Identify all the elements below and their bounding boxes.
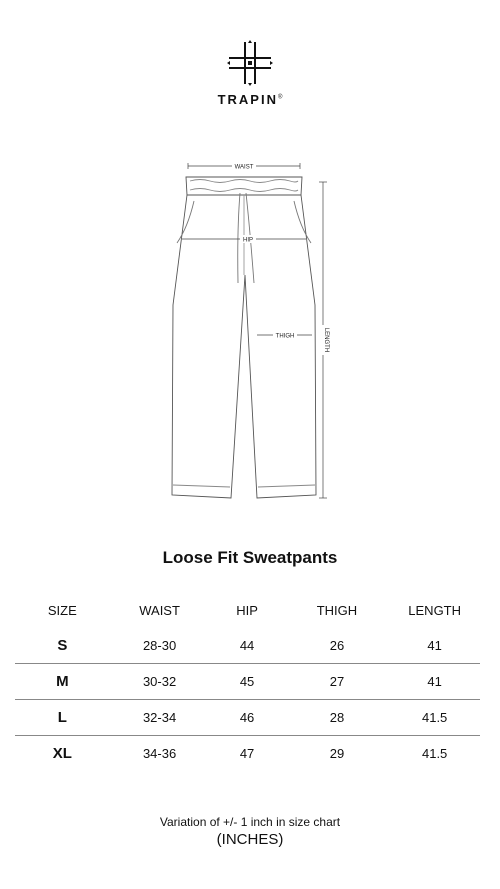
cell-size: XL xyxy=(52,745,72,762)
cell-length: 41 xyxy=(389,628,480,664)
header-length: LENGTH xyxy=(408,602,462,618)
cell-thigh: 28 xyxy=(285,700,390,736)
header-hip: HIP xyxy=(236,602,258,618)
table-header-row xyxy=(15,592,480,628)
pants-measurement-diagram xyxy=(160,155,340,515)
header-size: SIZE xyxy=(47,602,77,618)
cell-thigh: 26 xyxy=(285,628,390,664)
table-row xyxy=(15,736,480,772)
cell-waist: 32-34 xyxy=(110,700,210,736)
brand-name: TRAPIN® xyxy=(217,92,283,107)
cell-hip: 47 xyxy=(239,746,255,761)
cell-size: M xyxy=(15,664,110,700)
waist-label: WAIST xyxy=(234,164,254,171)
unit-label: (INCHES) xyxy=(216,831,284,848)
cell-hip: 44 xyxy=(210,628,285,664)
cell-waist: 34-36 xyxy=(142,746,177,761)
cell-length: 41.5 xyxy=(389,700,480,736)
table-row xyxy=(15,664,480,700)
length-label: LENGTH xyxy=(323,327,329,353)
cell-thigh: 27 xyxy=(285,664,390,700)
cell-hip: 45 xyxy=(210,664,285,700)
size-chart-table xyxy=(15,592,480,771)
cell-length: 41 xyxy=(389,664,480,700)
brand-logo xyxy=(0,40,500,107)
product-title: Loose Fit Sweatpants xyxy=(162,548,338,567)
table-row xyxy=(15,628,480,664)
cell-size: S xyxy=(15,628,110,664)
header-waist: WAIST xyxy=(139,602,180,618)
header-thigh: THIGH xyxy=(316,602,358,618)
hip-label: HIP xyxy=(242,237,254,244)
thigh-label: THIGH xyxy=(275,333,295,340)
cell-waist: 28-30 xyxy=(110,628,210,664)
cell-length: 41.5 xyxy=(421,746,448,761)
cell-size: L xyxy=(15,700,110,736)
variation-note: Variation of +/- 1 inch in size chart xyxy=(159,815,341,829)
cell-thigh: 29 xyxy=(329,746,345,761)
table-row xyxy=(15,700,480,736)
cell-waist: 30-32 xyxy=(110,664,210,700)
cell-hip: 46 xyxy=(210,700,285,736)
cross-logo-icon xyxy=(227,40,273,86)
